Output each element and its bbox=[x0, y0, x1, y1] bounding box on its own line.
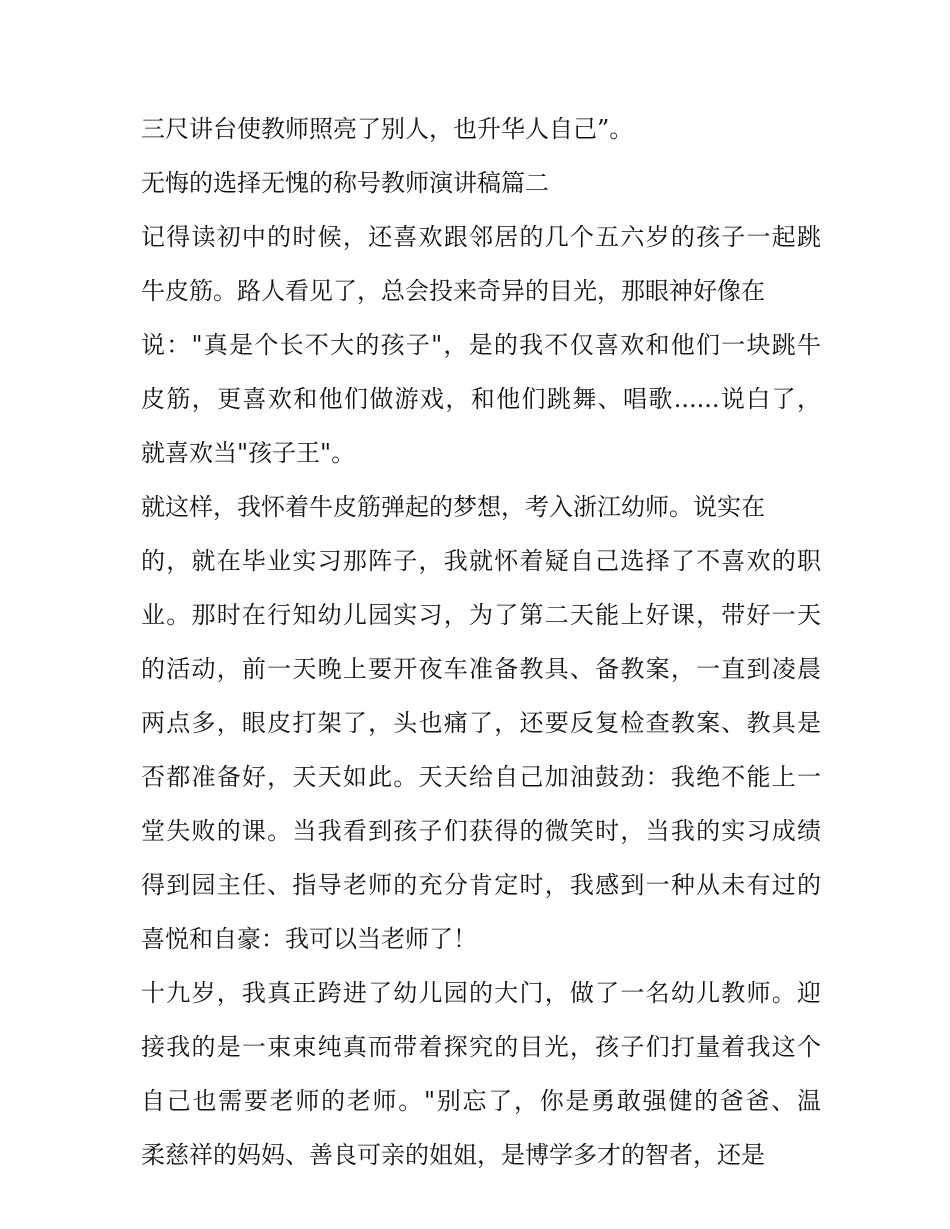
text-line: 说："真是个长不大的孩子"，是的我不仅喜欢和他们一块跳牛 bbox=[141, 331, 821, 359]
text-line: 就这样，我怀着牛皮筋弹起的梦想，考入浙江幼师。说实在 bbox=[141, 493, 765, 521]
speech-text bbox=[141, 107, 821, 1187]
section-heading: 无悔的选择无愧的称号教师演讲稿篇二 bbox=[141, 169, 549, 197]
text-line: 否都准备好，天天如此。天天给自己加油鼓劲：我绝不能上一 bbox=[141, 763, 821, 791]
text-line: 接我的是一束束纯真而带着探究的目光，孩子们打量着我这个 bbox=[141, 1033, 821, 1061]
text-line: 的，就在毕业实习那阵子，我就怀着疑自己选择了不喜欢的职 bbox=[141, 547, 821, 575]
text-line: 牛皮筋。路人看见了，总会投来奇异的目光，那眼神好像在 bbox=[141, 277, 765, 305]
text-line: 就喜欢当"孩子王"。 bbox=[141, 439, 356, 467]
text-line: 柔慈祥的妈妈、善良可亲的姐姐，是博学多才的智者，还是 bbox=[141, 1141, 765, 1169]
text-line: 得到园主任、指导老师的充分肯定时，我感到一种从未有过的 bbox=[141, 871, 821, 899]
text-line: 三尺讲台使教师照亮了别人，也升华人自己”。 bbox=[141, 115, 634, 143]
text-line: 皮筋，更喜欢和他们做游戏，和他们跳舞、唱歌......说白了， bbox=[141, 385, 821, 413]
text-line: 业。那时在行知幼儿园实习，为了第二天能上好课，带好一天 bbox=[141, 601, 821, 629]
text-line: 两点多，眼皮打架了，头也痛了，还要反复检查教案、教具是 bbox=[141, 709, 821, 737]
text-line: 自己也需要老师的老师。"别忘了，你是勇敢强健的爸爸、温 bbox=[141, 1087, 821, 1115]
text-line: 的活动，前一天晚上要开夜车准备教具、备教案，一直到凌晨 bbox=[141, 655, 821, 683]
text-line: 堂失败的课。当我看到孩子们获得的微笑时，当我的实习成绩 bbox=[141, 817, 821, 845]
text-line: 记得读初中的时候，还喜欢跟邻居的几个五六岁的孩子一起跳 bbox=[141, 223, 821, 251]
text-line: 喜悦和自豪：我可以当老师了！ bbox=[141, 925, 477, 953]
text-line: 十九岁，我真正跨进了幼儿园的大门，做了一名幼儿教师。迎 bbox=[141, 979, 821, 1007]
